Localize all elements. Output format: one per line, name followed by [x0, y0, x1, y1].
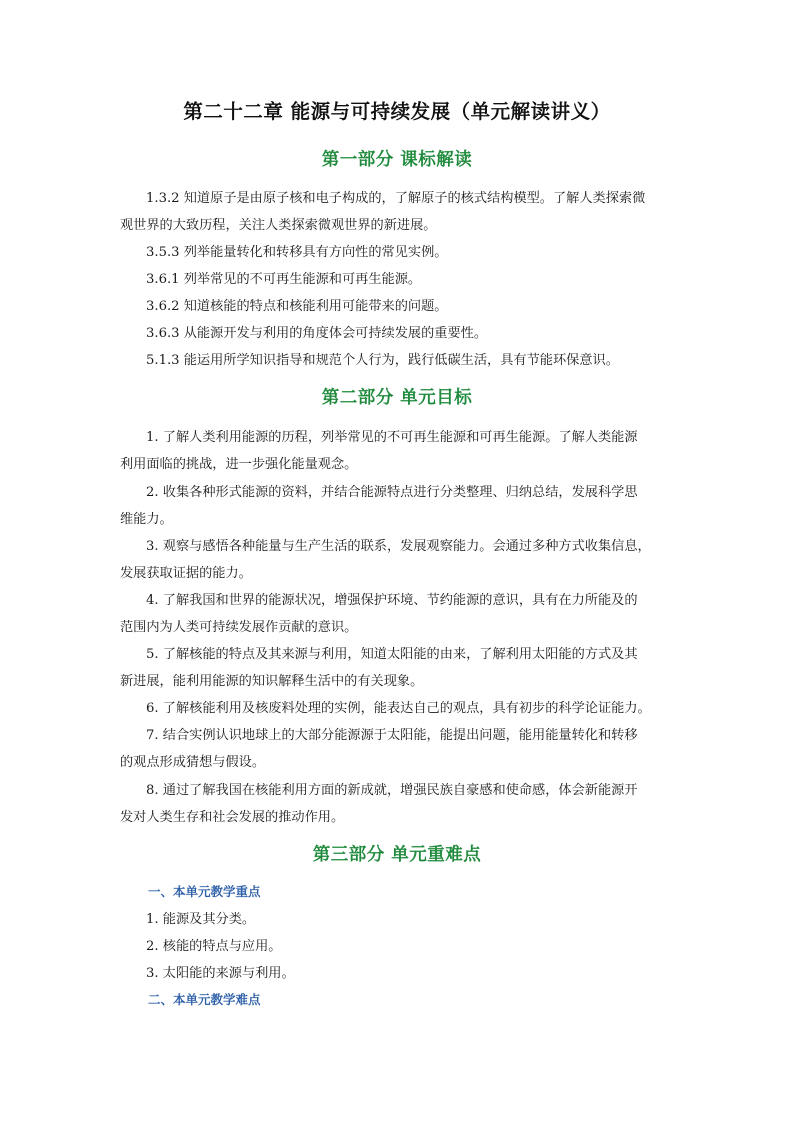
paragraph-line: 5.1.3 能运用所学知识指导和规范个人行为，践行低碳生活，具有节能环保意识。: [146, 353, 619, 368]
paragraph-line: 发展获取证据的能力。: [120, 566, 252, 581]
paragraph-line: 6. 了解核能利用及核废料处理的实例，能表达自己的观点，具有初步的科学论证能力。: [146, 701, 651, 716]
subheading-key-points: 一、本单元教学重点: [148, 884, 261, 899]
paragraph-line: 3. 观察与感悟各种能量与生产生活的联系，发展观察能力。会通过多种方式收集信息，: [146, 539, 651, 554]
list-item: 2. 核能的特点与应用。: [146, 939, 282, 954]
section-heading-goals: 第二部分 单元目标: [321, 388, 473, 408]
section-heading-standards: 第一部分 课标解读: [321, 150, 473, 170]
paragraph-line: 3.6.2 知道核能的特点和核能利用可能带来的问题。: [146, 299, 448, 314]
section-heading-key-points: 第三部分 单元重难点: [312, 845, 482, 865]
paragraph-line: 7. 结合实例认识地球上的大部分能源源于太阳能，能提出问题，能用能量转化和转移: [146, 728, 638, 743]
paragraph-line: 8. 通过了解我国在核能利用方面的新成就，增强民族自豪感和使命感，体会新能源开: [146, 783, 638, 798]
paragraph-line: 1.3.2 知道原子是由原子核和电子构成的，了解原子的核式结构模型。了解人类探索微: [146, 191, 646, 206]
paragraph-line: 新进展，能利用能源的知识解释生活中的有关现象。: [120, 674, 424, 689]
paragraph-line: 4. 了解我国和世界的能源状况，增强保护环境、节约能源的意识，具有在力所能及的: [146, 593, 638, 608]
paragraph-line: 1. 了解人类利用能源的历程，列举常见的不可再生能源和可再生能源。了解人类能源: [146, 430, 638, 445]
list-item: 1. 能源及其分类。: [146, 912, 256, 927]
paragraph-line: 3.5.3 列举能量转化和转移具有方向性的常见实例。: [146, 245, 448, 260]
paragraph-line: 发对人类生存和社会发展的推动作用。: [120, 810, 345, 825]
paragraph-line: 范围内为人类可持续发展作贡献的意识。: [120, 620, 358, 635]
paragraph-line: 维能力。: [120, 512, 173, 527]
paragraph-line: 3.6.3 从能源开发与利用的角度体会可持续发展的重要性。: [146, 326, 488, 341]
paragraph-line: 的观点形成猜想与假设。: [120, 755, 266, 770]
subheading-difficulties: 二、本单元教学难点: [148, 992, 261, 1007]
paragraph-line: 2. 收集各种形式能源的资料，并结合能源特点进行分类整理、归纳总结，发展科学思: [146, 485, 638, 500]
paragraph-line: 观世界的大致历程，关注人类探索微观世界的新进展。: [120, 218, 437, 233]
list-item: 3. 太阳能的来源与利用。: [146, 966, 295, 981]
paragraph-line: 利用面临的挑战，进一步强化能量观念。: [120, 457, 358, 472]
document-title: 第二十二章 能源与可持续发展（单元解读讲义）: [183, 100, 611, 123]
paragraph-line: 5. 了解核能的特点及其来源与利用，知道太阳能的由来，了解利用太阳能的方式及其: [146, 647, 638, 662]
paragraph-line: 3.6.1 列举常见的不可再生能源和可再生能源。: [146, 272, 422, 287]
